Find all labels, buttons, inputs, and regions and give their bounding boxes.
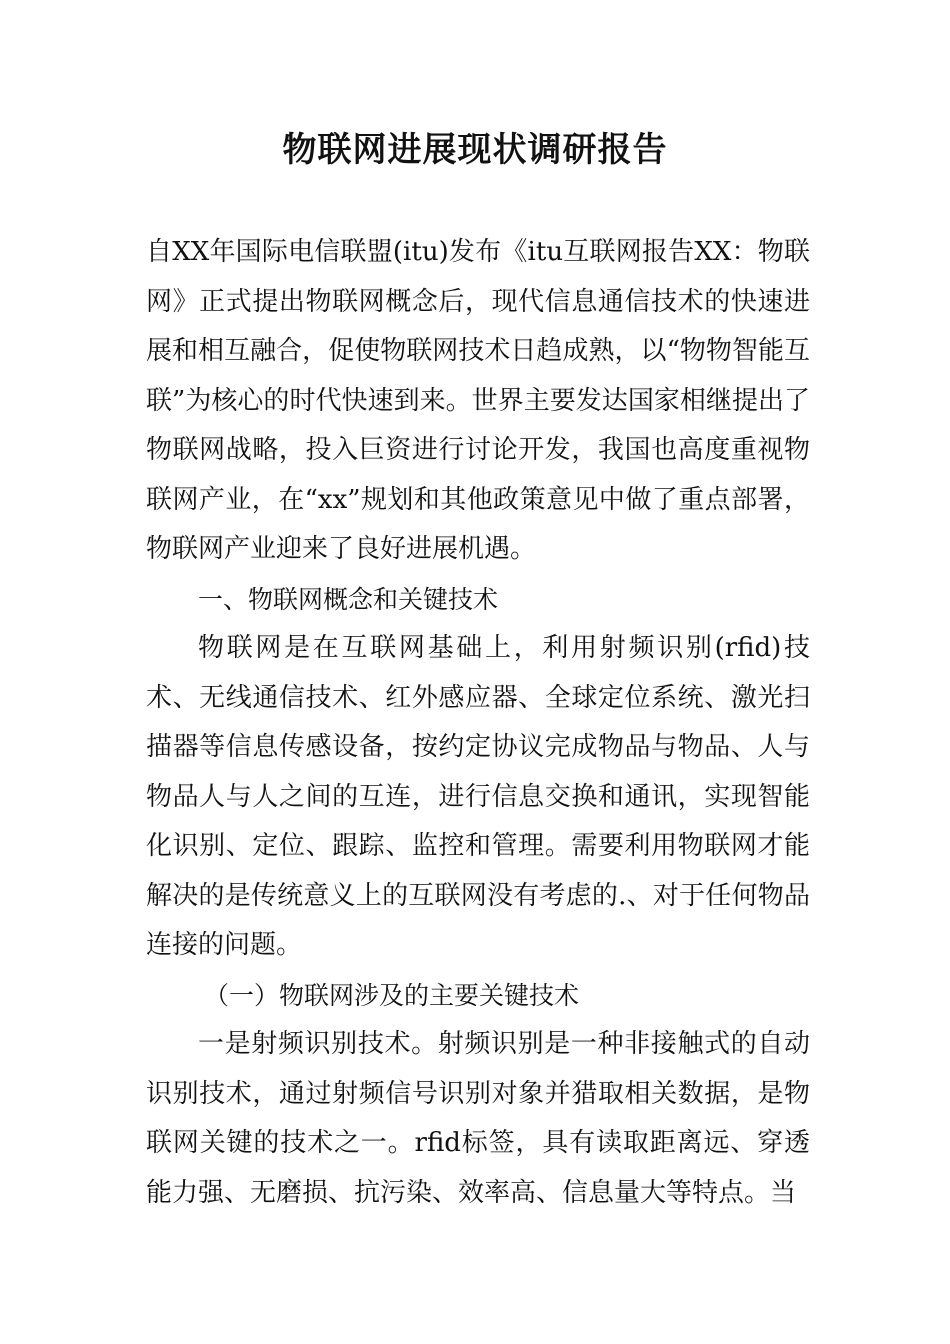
definition-paragraph: 物联网是在互联网基础上，利用射频识别(rfid)技术、无线通信技术、红外感应器、全球定位系统、激光扫描器等信息传感设备，按约定协议完成物品与物品、人与物品人与人之间的互连，进行信息交换和通讯，实现智能化识别、定位、跟踪、监控和管理。需要利用物联网才能解决的是传统意义上的互联网没有考虑的.、对于任何物品连接的问题。 — [146, 633, 810, 960]
section-heading-1: 一、物联网概念和关键技术 — [198, 584, 499, 614]
intro-paragraph: 自XX年国际电信联盟(itu)发布《itu互联网报告XX：物联网》正式提出物联网概念后，现代信息通信技术的快速进展和相互融合，促使物联网技术日趋成熟，以“物物智能互联”为核心的时代快速到来。世界主要发达国家相继提出了物联网战略，投入巨资进行讨论开发，我国也高度重视物联网产业，在“xx”规划和其他政策意见中做了重点部署，物联网产业迎来了良好进展机遇。 — [146, 237, 810, 564]
document-body — [146, 228, 810, 1218]
rfid-paragraph: 一是射频识别技术。射频识别是一种非接触式的自动识别技术，通过射频信号识别对象并猎取相关数据，是物联网关键的技术之一。rfid标签，具有读取距离远、穿透能力强、无磨损、抗污染、效率高、信息量大等特点。当 — [146, 1029, 810, 1208]
subsection-heading-1: （一）物联网涉及的主要关键技术 — [204, 980, 580, 1010]
document-title: 物联网进展现状调研报告 — [282, 130, 668, 170]
